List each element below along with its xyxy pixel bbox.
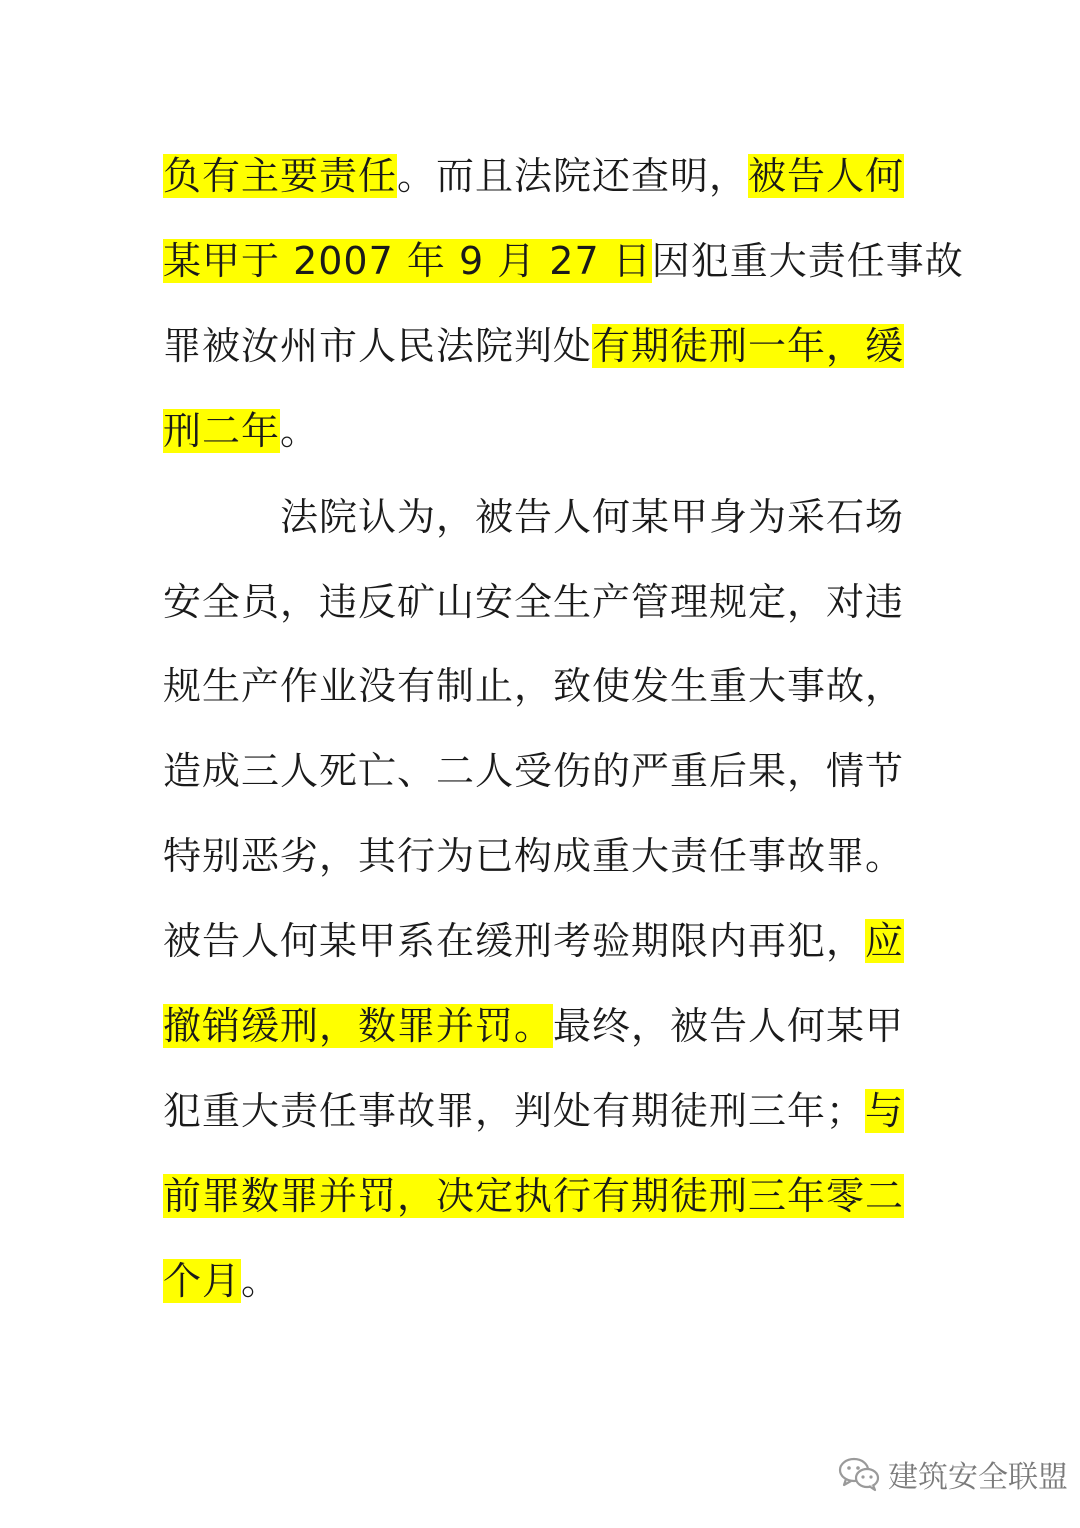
text-segment: 造成三人死亡、二人受伤的严重后果，情节 <box>163 749 905 793</box>
text-segment: 规生产作业没有制止，致使发生重大事故， <box>163 664 905 708</box>
text-segment: 安全员，违反矿山安全生产管理规定，对违 <box>163 580 905 624</box>
text-segment: 前罪数罪并罚，决定执行有期徒刑三年零二 <box>163 1174 905 1218</box>
text-segment: 有期徒刑一年，缓 <box>592 324 905 368</box>
text-segment: 最终，被告人何某甲 <box>553 1004 905 1048</box>
text-segment: 个月 <box>163 1259 242 1303</box>
text-line-11 <box>163 996 923 1056</box>
text-line-5 <box>280 487 1040 547</box>
text-segment: 某甲于 2007 年 9 月 27 日 <box>163 239 652 283</box>
text-line-14 <box>163 1251 923 1311</box>
text-line-9 <box>163 826 923 886</box>
text-line-3 <box>163 316 923 376</box>
text-line-1 <box>163 146 923 206</box>
text-segment: 刑二年 <box>163 409 281 453</box>
text-segment: 犯重大责任事故罪，判处有期徒刑三年； <box>163 1089 866 1133</box>
text-segment: 罪被汝州市人民法院判处 <box>163 324 593 368</box>
text-line-13 <box>163 1166 923 1226</box>
wechat-icon <box>838 1456 880 1492</box>
watermark-text: 建筑安全联盟 <box>888 1460 1068 1495</box>
text-segment: 法院认为，被告人何某甲身为采石场 <box>280 495 905 539</box>
text-segment: 被告人何 <box>748 154 905 198</box>
text-line-4 <box>163 401 923 461</box>
text-line-12 <box>163 1081 923 1141</box>
text-line-8 <box>163 741 923 801</box>
text-segment: 被告人何某甲系在缓刑考验期限内再犯， <box>163 919 866 963</box>
text-segment: 撤销缓刑，数罪并罚。 <box>163 1004 554 1048</box>
text-segment: 特别恶劣，其行为已构成重大责任事故罪。 <box>163 834 905 878</box>
text-segment: 因犯重大责任事故 <box>651 239 964 283</box>
text-segment: 应 <box>865 919 905 963</box>
text-line-6 <box>163 572 923 632</box>
text-line-7 <box>163 656 923 716</box>
text-line-2 <box>163 231 964 291</box>
text-line-10 <box>163 911 923 971</box>
watermark <box>838 1452 1068 1496</box>
text-segment: 。而且法院还查明， <box>397 154 749 198</box>
text-segment: 负有主要责任 <box>163 154 398 198</box>
text-segment: 。 <box>241 1259 281 1303</box>
text-segment: 。 <box>280 409 320 453</box>
text-segment: 与 <box>865 1089 905 1133</box>
